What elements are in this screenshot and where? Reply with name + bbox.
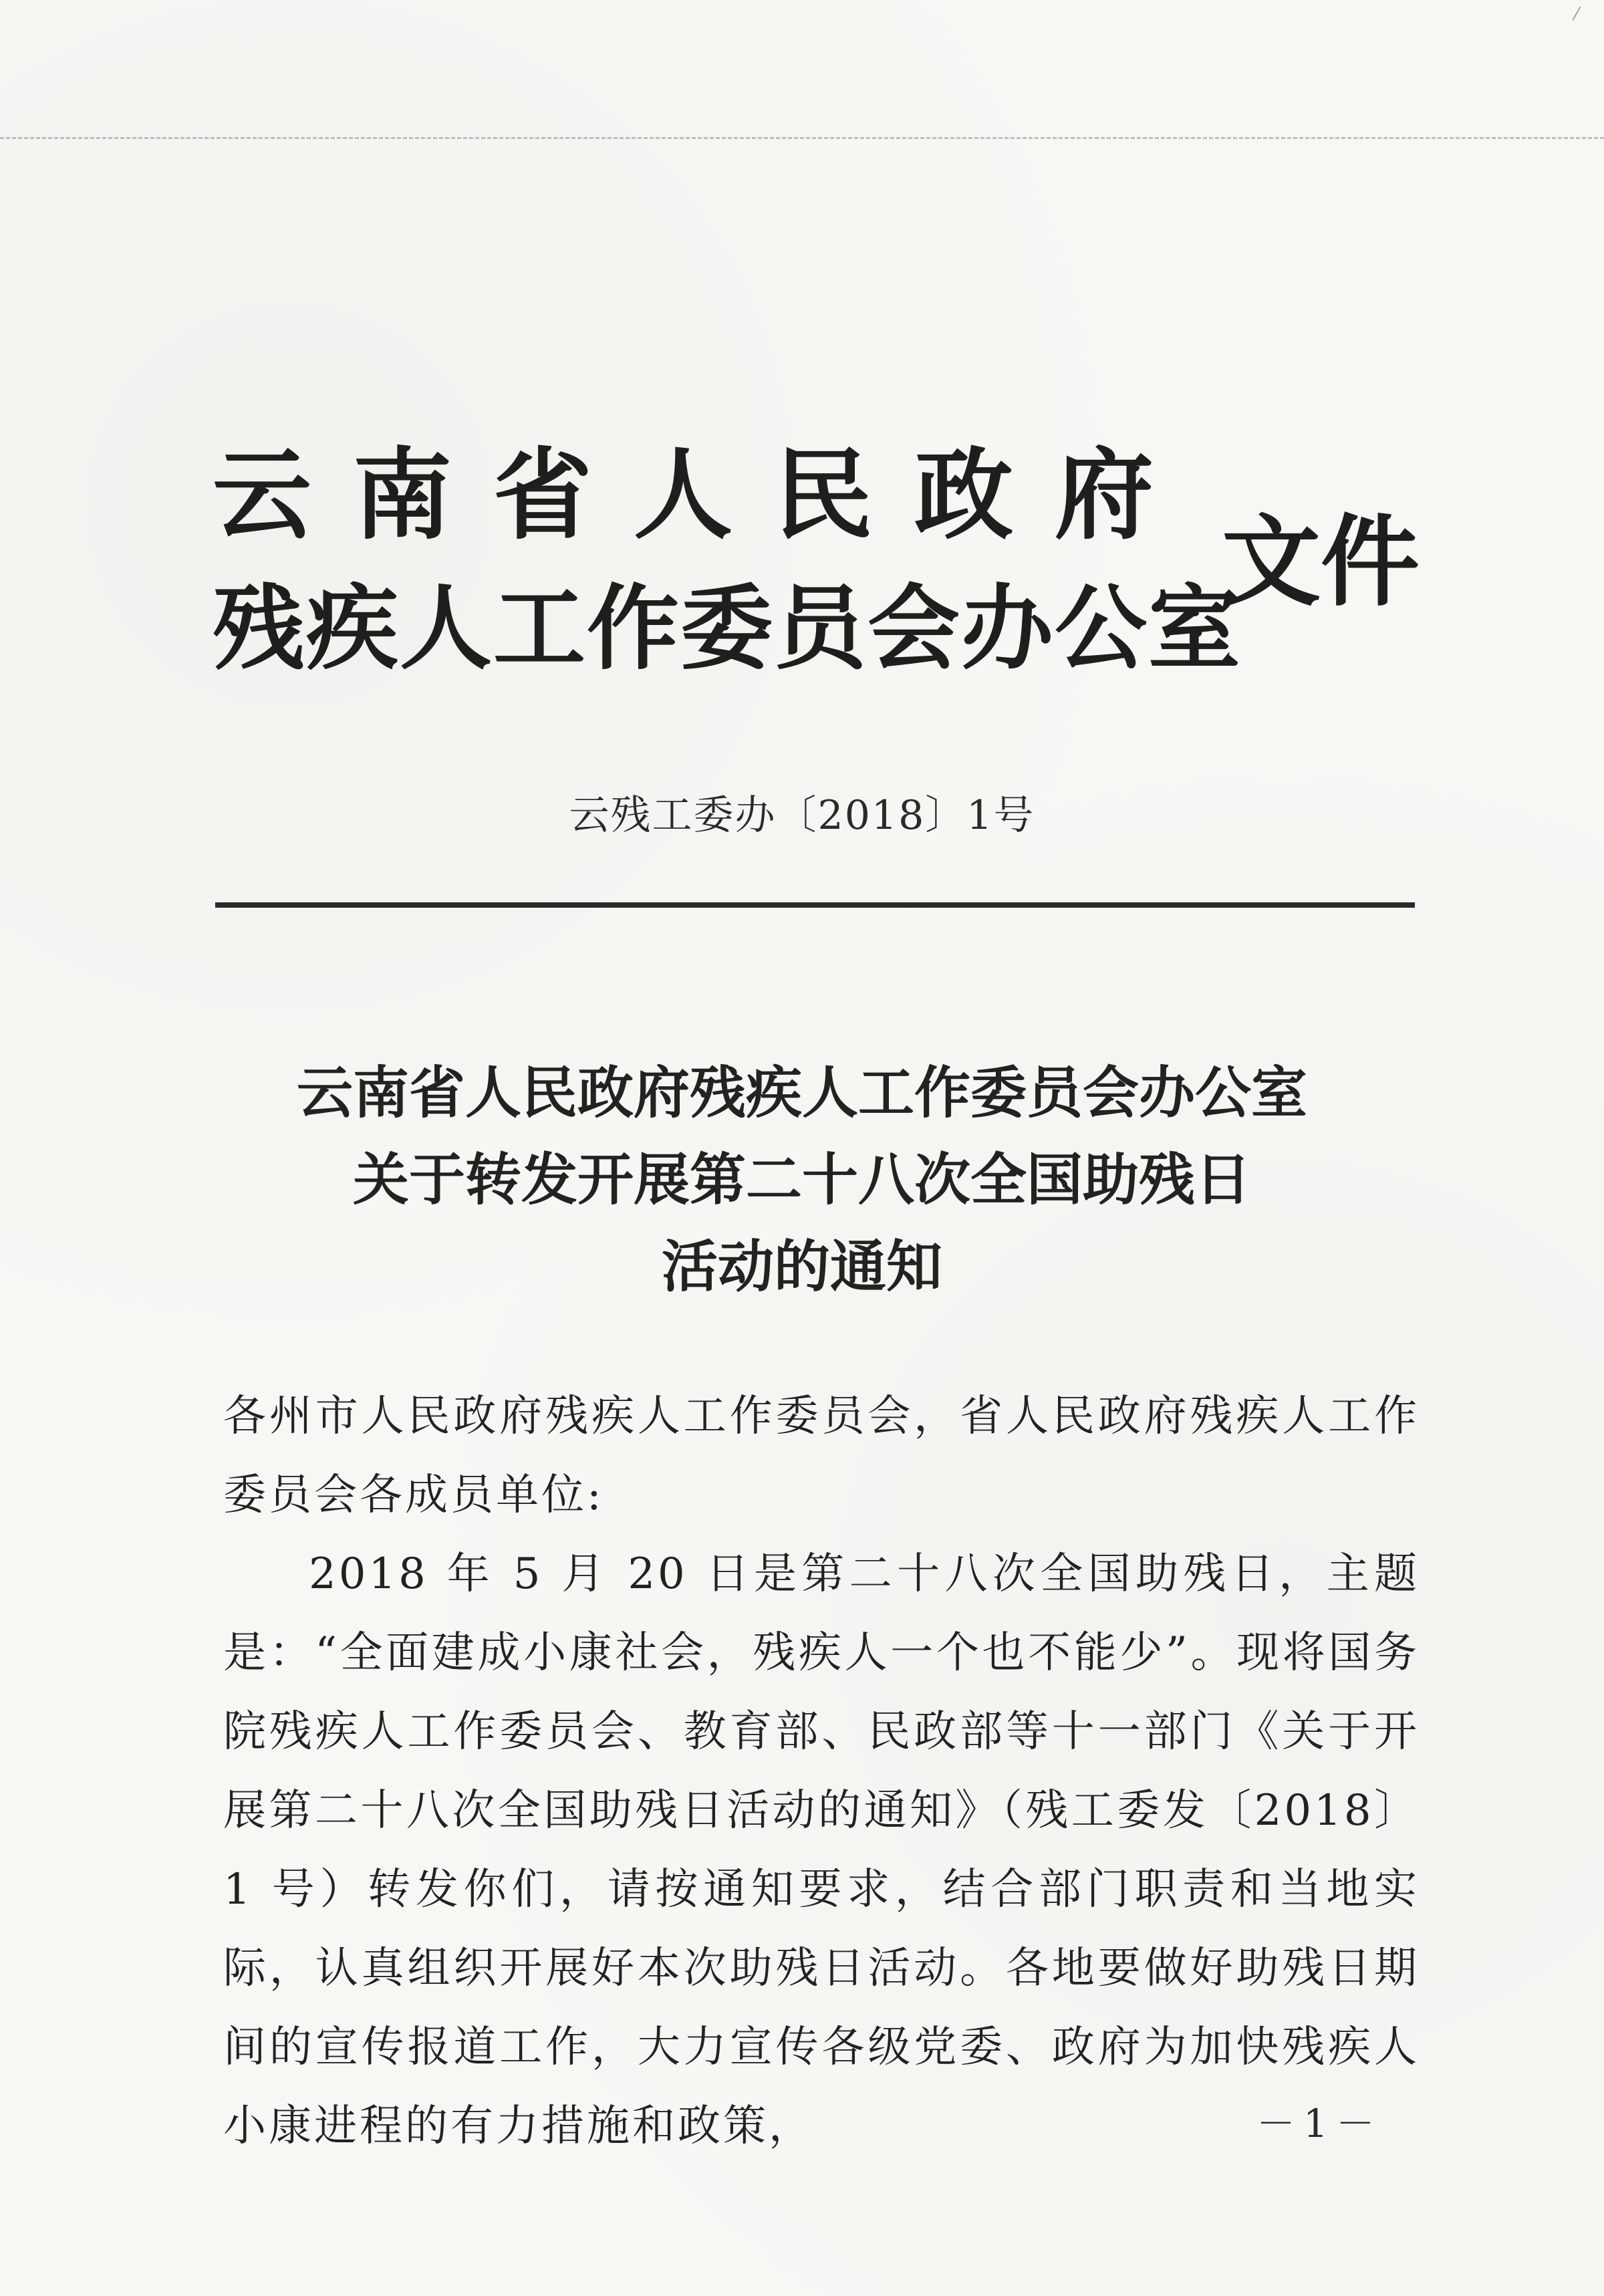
document-body [223, 1377, 1420, 2166]
document-title [0, 1049, 1604, 1310]
header-issuer-line2: 残疾人工作委员会办公室 [213, 573, 1242, 682]
corner-mark [1552, 7, 1581, 20]
body-paragraph: 2018 年 5 月 20 日是第二十八次全国助残日，主题是：“全面建成小康社会，残疾人一个也不能少”。现将国务院残疾人工作委员会、教育部、民政部等十一部门《关于开展第二十八次全国助残日活动的通知》（残工委发〔2018〕1 号）转发你们，请按通知要求，结合部门职责和当地实际，认真组织开展好本次助残日活动。各地要做好助残日期间的宣传报道工作，大力宣传各级党委、政府为加快残疾人小康进程的有力措施和政策， [223, 1549, 1420, 2151]
title-line-1: 云南省人民政府残疾人工作委员会办公室 [296, 1059, 1307, 1126]
salutation: 各州市人民政府残疾人工作委员会，省人民政府残疾人工作委员会各成员单位: [223, 1392, 1420, 1520]
page-number: －1－ [1256, 2101, 1383, 2146]
header-divider-rule [215, 902, 1415, 908]
title-line-2: 关于转发开展第二十八次全国助残日 [352, 1146, 1251, 1213]
fold-line [0, 137, 1604, 139]
title-line-3: 活动的通知 [661, 1233, 942, 1299]
header-issuer-line1: 云南省人民政府 [213, 436, 1195, 553]
document-number: 云残工委办〔2018〕1号 [569, 792, 1035, 839]
document-header [213, 434, 1420, 688]
header-document-label: 文件 [1222, 503, 1420, 620]
